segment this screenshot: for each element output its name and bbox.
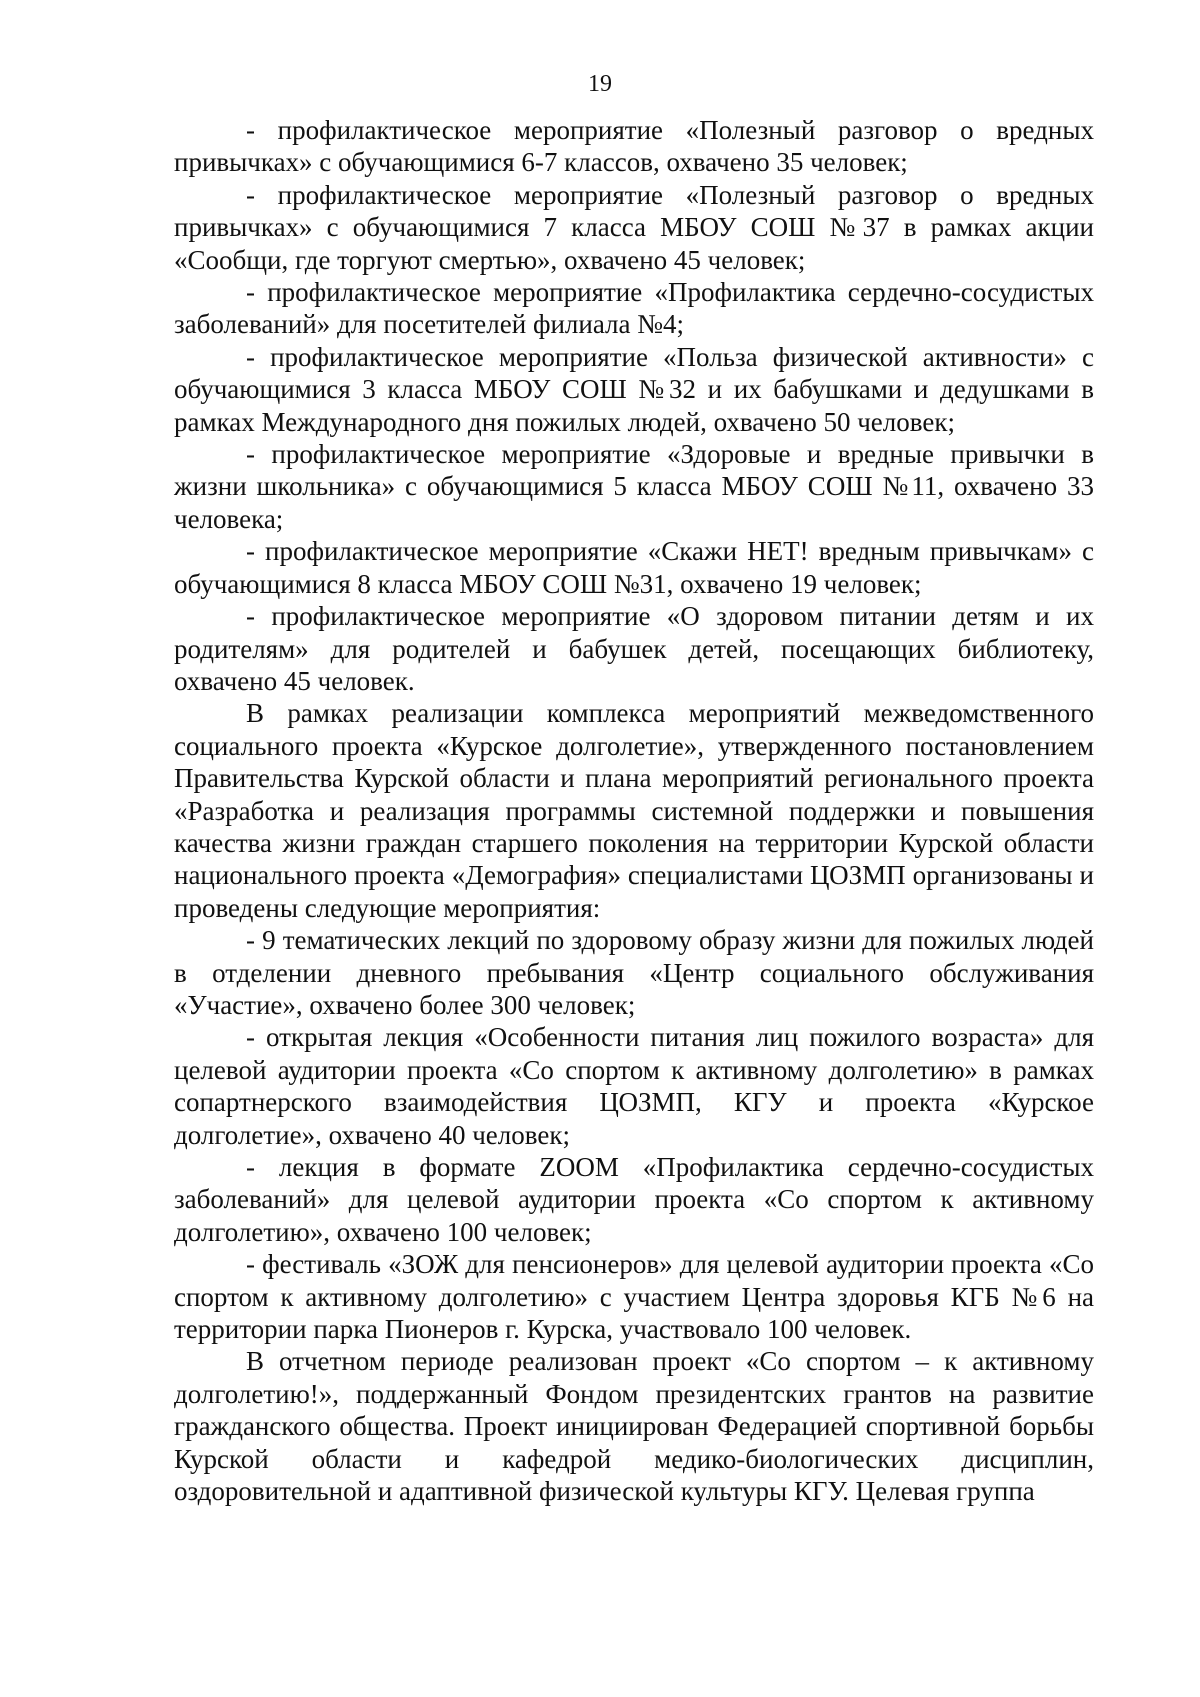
paragraph-12: - фестиваль «ЗОЖ для пенсионеров» для целевой аудитории проекта «Со спортом к активному долголетию» с участием Центра здоровья КГБ №6 на территории парка Пионеров г. Курска, участвовало 100 человек. (174, 1249, 1094, 1345)
paragraph-9: - 9 тематических лекций по здоровому образу жизни для пожилых людей в отделении дневного пребывания «Центр социального обслуживания «Участие», охвачено более 300 человек; (174, 925, 1094, 1020)
paragraph-4: - профилактическое мероприятие «Польза физической активности» с обучающимися 3 класса МБОУ СОШ №32 и их бабушками и дедушками в рамках Международного дня пожилых людей, охвачено 50 человек; (174, 341, 1094, 437)
paragraph-8: В рамках реализации комплекса мероприятий межведомственного социального проекта «Курское долголетие», утвержденного постановлением Правительства Курской области и плана мероприятий регионального проекта «Разработка и реализация программы системной поддержки и повышения качества жизни граждан старшего поколения на территории Курской области национального проекта «Демография» специалистами ЦОЗМП организованы и проведены следующие мероприятия: (174, 698, 1094, 923)
paragraph-1: - профилактическое мероприятие «Полезный разговор о вредных привычках» с обучающимися 6-7 классов, охвачено 35 человек; (174, 115, 1094, 178)
paragraph-7: - профилактическое мероприятие «О здоровом питании детям и их родителям» для родителей и бабушек детей, посещающих библиотеку, охвачено 45 человек. (174, 601, 1094, 696)
paragraph-5: - профилактическое мероприятие «Здоровые и вредные привычки в жизни школьника» с обучающимися 5 класса МБОУ СОШ №11, охвачено 33 человека; (174, 439, 1094, 534)
page-number: 19 (588, 71, 612, 97)
paragraph-3: - профилактическое мероприятие «Профилактика сердечно-сосудистых заболеваний» для посетителей филиала №4; (174, 277, 1094, 340)
paragraph-2: - профилактическое мероприятие «Полезный разговор о вредных привычках» с обучающимися 7 класса МБОУ СОШ №37 в рамках акции «Сообщи, где торгуют смертью», охвачено 45 человек; (174, 179, 1094, 275)
paragraph-10: - открытая лекция «Особенности питания лиц пожилого возраста» для целевой аудитории проекта «Со спортом к активному долголетию» в рамках сопартнерского взаимодействия ЦОЗМП, КГУ и проекта «Курское долголетие», охвачено 40 человек; (174, 1022, 1094, 1150)
paragraph-13: В отчетном периоде реализован проект «Со спортом – к активному долголетию!», поддержанный Фондом президентских грантов на развитие гражданского общества. Проект инициирован Федерацией спортивной борьбы Курской области и кафедрой медико-биологических дисциплин, оздоровительной и адаптивной физической культуры КГУ. Целевая группа (174, 1346, 1094, 1507)
paragraph-11: - лекция в формате ZOOM «Профилактика сердечно-сосудистых заболеваний» для целевой аудитории проекта «Со спортом к активному долголетию», охвачено 100 человек; (174, 1152, 1094, 1247)
document-body (174, 114, 1094, 1507)
paragraph-6: - профилактическое мероприятие «Скажи НЕТ! вредным привычкам» с обучающимися 8 класса МБОУ СОШ №31, охвачено 19 человек; (174, 536, 1094, 599)
